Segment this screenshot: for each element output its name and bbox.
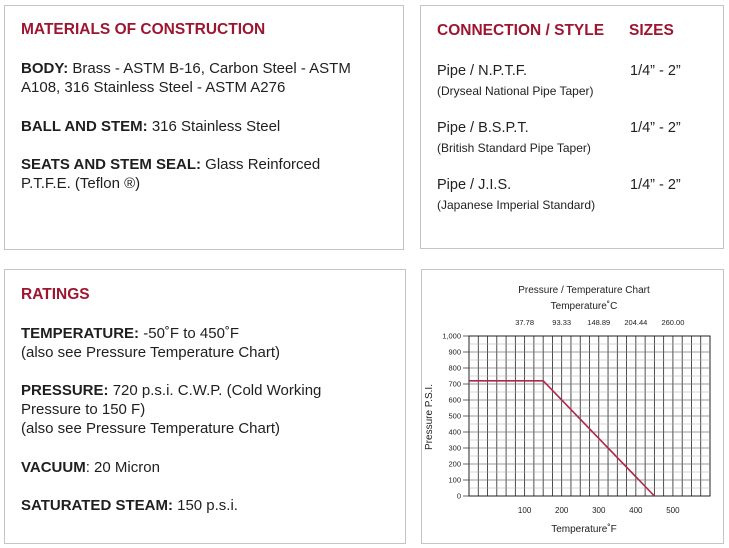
body-material xyxy=(21,59,351,97)
temperature-note: (also see Pressure Temperature Chart) xyxy=(21,344,280,361)
top-tick-label: 37.78 xyxy=(515,318,535,327)
temperature-text: -50˚F to 450˚F xyxy=(139,325,240,342)
top-axis-label: Temperature˚C xyxy=(550,301,618,312)
ball-stem-material xyxy=(21,117,280,136)
chart-panel xyxy=(421,269,724,544)
x-tick-label: 400 xyxy=(629,506,643,515)
y-axis-label: Pressure P.S.I. xyxy=(424,384,435,450)
y-tick-label: 800 xyxy=(448,363,461,373)
y-tick-label: 900 xyxy=(448,347,461,357)
body-text-2: A108, 316 Stainless Steel - ASTM A276 xyxy=(21,79,286,96)
y-tick-label: 600 xyxy=(448,395,461,405)
vacuum-text: : 20 Micron xyxy=(85,459,160,476)
seats-material xyxy=(21,155,320,193)
y-tick-label: 1,000 xyxy=(442,331,461,341)
connection-size: 1/4” - 2” xyxy=(630,177,681,193)
top-tick-label: 148.89 xyxy=(587,318,611,327)
vacuum-rating xyxy=(21,458,160,477)
x-tick-label: 300 xyxy=(592,506,606,515)
ball-label: BALL AND STEM: xyxy=(21,118,148,135)
x-tick-label: 200 xyxy=(555,506,569,515)
vacuum-label: VACUUM xyxy=(21,459,86,476)
pressure-temperature-chart xyxy=(422,270,723,543)
pressure-text-1: 720 p.s.i. C.W.P. (Cold Working xyxy=(108,382,322,399)
ball-text: 316 Stainless Steel xyxy=(147,118,281,135)
chart-title: Pressure / Temperature Chart xyxy=(518,285,650,296)
steam-label: SATURATED STEAM: xyxy=(21,497,173,514)
connection-size: 1/4” - 2” xyxy=(630,63,681,79)
connection-note: (British Standard Pipe Taper) xyxy=(437,141,591,155)
pressure-note: (also see Pressure Temperature Chart) xyxy=(21,420,280,437)
materials-panel xyxy=(4,5,404,250)
temperature-rating xyxy=(21,324,280,362)
connection-name: Pipe / N.P.T.F. xyxy=(437,63,527,79)
y-tick-label: 500 xyxy=(448,411,461,421)
connection-name: Pipe / J.I.S. xyxy=(437,177,512,193)
y-tick-label: 400 xyxy=(448,427,461,437)
y-tick-label: 100 xyxy=(448,475,461,485)
y-tick-label: 0 xyxy=(456,491,461,501)
body-text-1: Brass - ASTM B-16, Carbon Steel - ASTM xyxy=(68,60,351,77)
x-tick-label: 100 xyxy=(517,506,532,515)
pressure-text-2: Pressure to 150 F) xyxy=(21,401,146,418)
seats-label: SEATS AND STEM SEAL: xyxy=(21,156,202,173)
ratings-panel xyxy=(4,269,406,544)
steam-rating xyxy=(21,496,238,515)
connection-note: (Dryseal National Pipe Taper) xyxy=(437,84,594,98)
connection-name: Pipe / B.S.P.T. xyxy=(437,120,529,136)
sizes-title: SIZES xyxy=(629,22,674,39)
connections-title: CONNECTION / STYLE xyxy=(437,22,605,39)
chart-grid xyxy=(469,336,710,496)
top-tick-label: 260.00 xyxy=(661,318,685,327)
top-tick-label: 93.33 xyxy=(552,318,572,327)
body-label: BODY: xyxy=(21,60,69,77)
y-tick-label: 200 xyxy=(448,459,461,469)
connection-size: 1/4” - 2” xyxy=(630,120,681,136)
connections-panel xyxy=(420,5,724,249)
temperature-label: TEMPERATURE: xyxy=(21,325,140,342)
steam-text: 150 p.s.i. xyxy=(172,497,238,514)
top-tick-label: 204.44 xyxy=(624,318,648,327)
y-tick-label: 700 xyxy=(448,379,461,389)
ratings-title: RATINGS xyxy=(21,286,90,303)
x-axis-label: Temperature˚F xyxy=(551,524,617,535)
pressure-label: PRESSURE: xyxy=(21,382,109,399)
seats-text-1: Glass Reinforced xyxy=(201,156,321,173)
pressure-rating xyxy=(21,381,321,438)
x-tick-label: 500 xyxy=(666,506,680,515)
materials-title: MATERIALS OF CONSTRUCTION xyxy=(21,21,266,38)
y-tick-label: 300 xyxy=(448,443,461,453)
seats-text-2: P.T.F.E. (Teflon ®) xyxy=(21,175,141,192)
connection-note: (Japanese Imperial Standard) xyxy=(437,198,596,212)
